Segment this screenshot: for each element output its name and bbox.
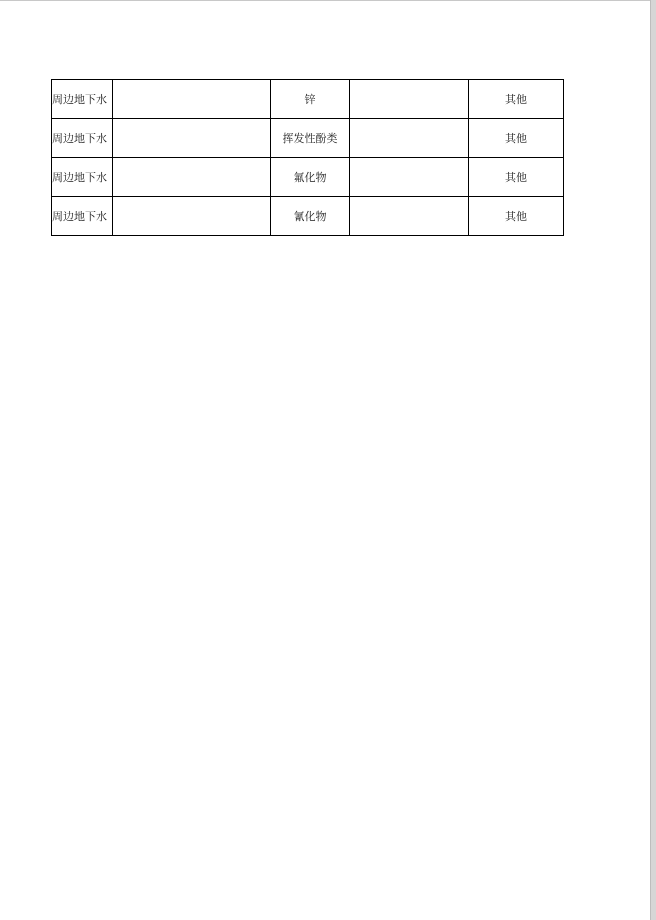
area-cell: 周边地下水 [52, 197, 113, 236]
item-cell: 氰化物 [271, 197, 350, 236]
type-cell: 其他 [469, 80, 564, 119]
type-cell: 其他 [469, 197, 564, 236]
empty-cell [350, 80, 469, 119]
empty-cell [113, 197, 271, 236]
table-row [52, 119, 564, 158]
monitoring-table [51, 79, 564, 236]
type-cell: 其他 [469, 158, 564, 197]
empty-cell [113, 119, 271, 158]
empty-cell [350, 197, 469, 236]
empty-cell [350, 158, 469, 197]
table-row [52, 158, 564, 197]
empty-cell [113, 80, 271, 119]
area-cell: 周边地下水 [52, 158, 113, 197]
item-cell: 挥发性酚类 [271, 119, 350, 158]
document-page [0, 1, 650, 920]
area-cell: 周边地下水 [52, 119, 113, 158]
viewer-scroll-gutter [650, 0, 656, 920]
table-row [52, 80, 564, 119]
type-cell: 其他 [469, 119, 564, 158]
item-cell: 氟化物 [271, 158, 350, 197]
area-cell: 周边地下水 [52, 80, 113, 119]
empty-cell [350, 119, 469, 158]
item-cell: 锌 [271, 80, 350, 119]
table-row [52, 197, 564, 236]
empty-cell [113, 158, 271, 197]
